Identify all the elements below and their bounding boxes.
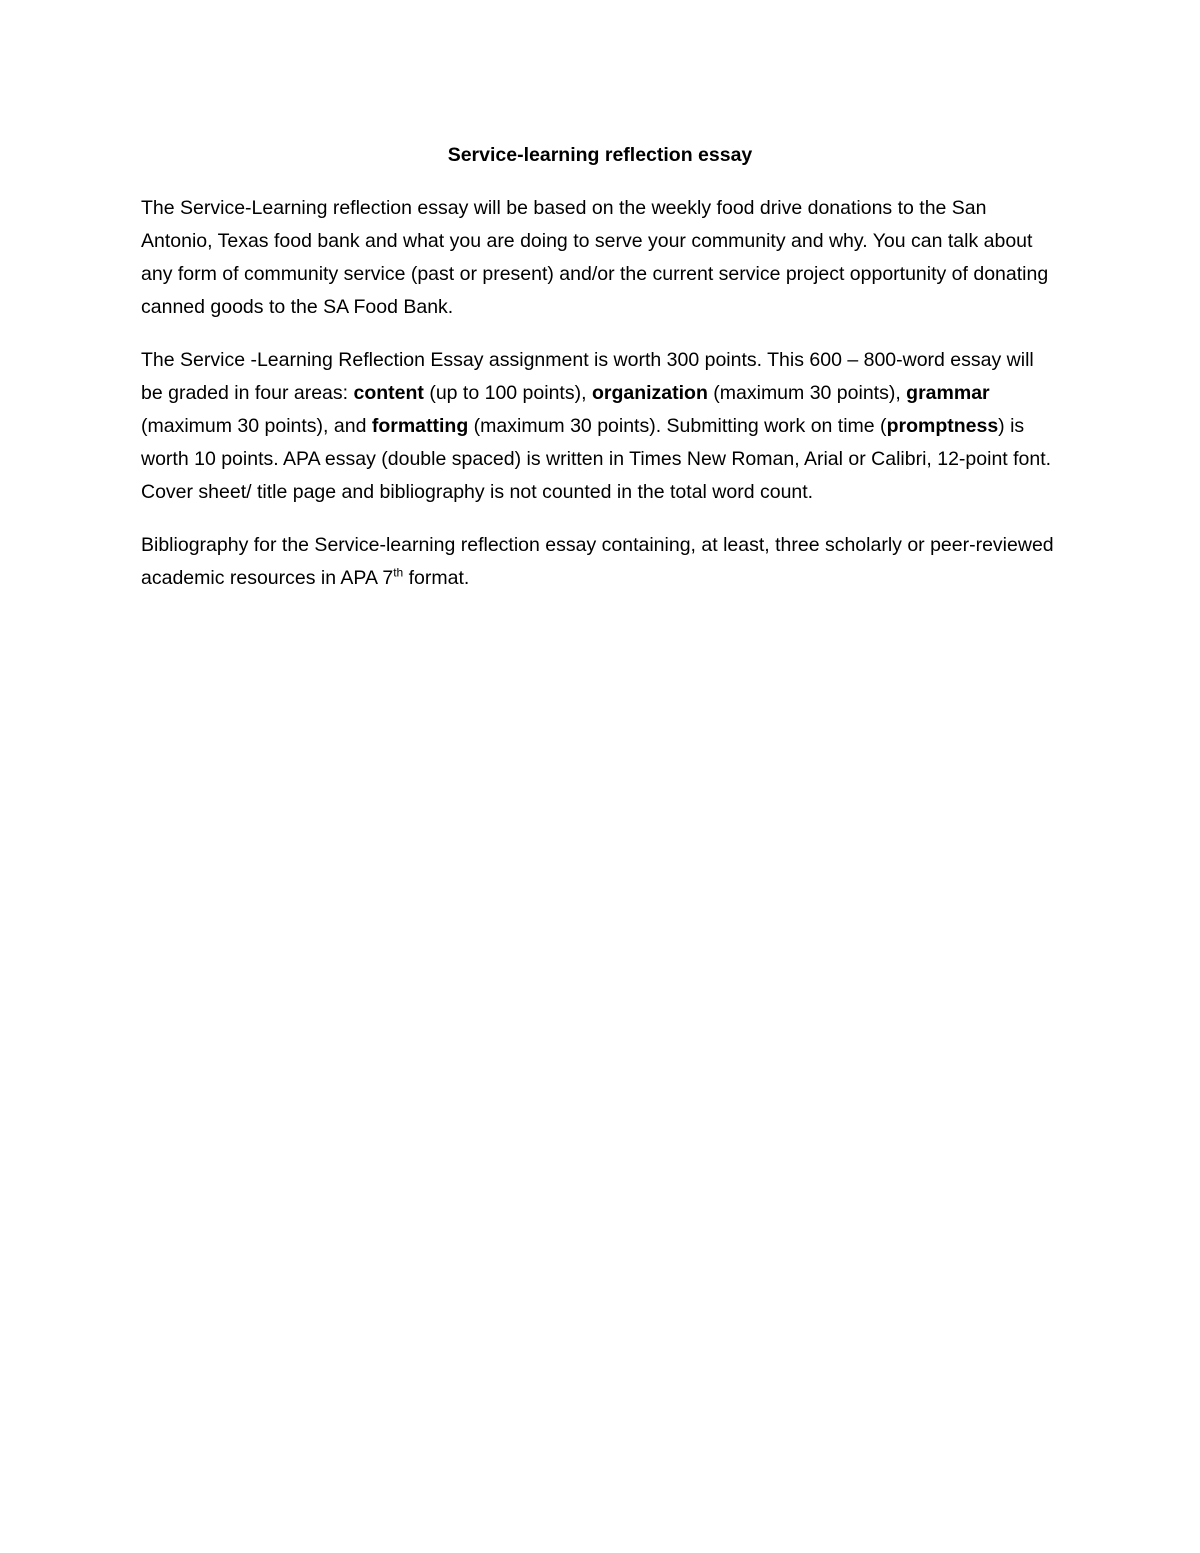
bibliography-text-2: format. (403, 567, 470, 589)
grading-term-grammar: grammar (906, 382, 990, 404)
paragraph-intro: The Service-Learning reflection essay will be based on the weekly food drive donations to the San Antonio, Texas food bank and what you are doing to serve your community and why. You can talk about any form of community service (past or present) and/or the current service project opportunity of donating canned goods to the SA Food Bank. (141, 197, 1049, 318)
bibliography-text-1: Bibliography for the Service-learning reflection essay containing, at least, three scholarly or peer-reviewed academic resources in APA 7 (141, 534, 1054, 589)
document-body (141, 139, 1059, 615)
grading-term-formatting: formatting (371, 415, 469, 437)
paragraph-grading (141, 344, 1059, 509)
grading-text-2: (up to 100 points), (423, 382, 592, 404)
paragraph-bibliography (141, 529, 1059, 595)
grading-term-content: content (353, 382, 424, 404)
grading-text-1: The Service -Learning Reflection Essay assignment is worth 300 points. This 600 – 800-word essay will be graded in four areas: (141, 349, 1034, 404)
document-title: Service-learning reflection essay (447, 144, 753, 166)
grading-text-3: (maximum 30 points), (707, 382, 907, 404)
grading-term-organization: organization (591, 382, 708, 404)
ordinal-superscript: th (393, 565, 404, 580)
grading-text-5: (maximum 30 points). Submitting work on time ( (468, 415, 887, 437)
grading-text-6: ) is worth 10 points. APA essay (double spaced) is written in Times New Roman, Arial or Calibri, 12-point font. Cover sheet/ title page and bibliography is not counted in the total word count. (141, 415, 1052, 503)
grading-text-4: (maximum 30 points), and (141, 415, 372, 437)
grading-term-promptness: promptness (886, 415, 999, 437)
